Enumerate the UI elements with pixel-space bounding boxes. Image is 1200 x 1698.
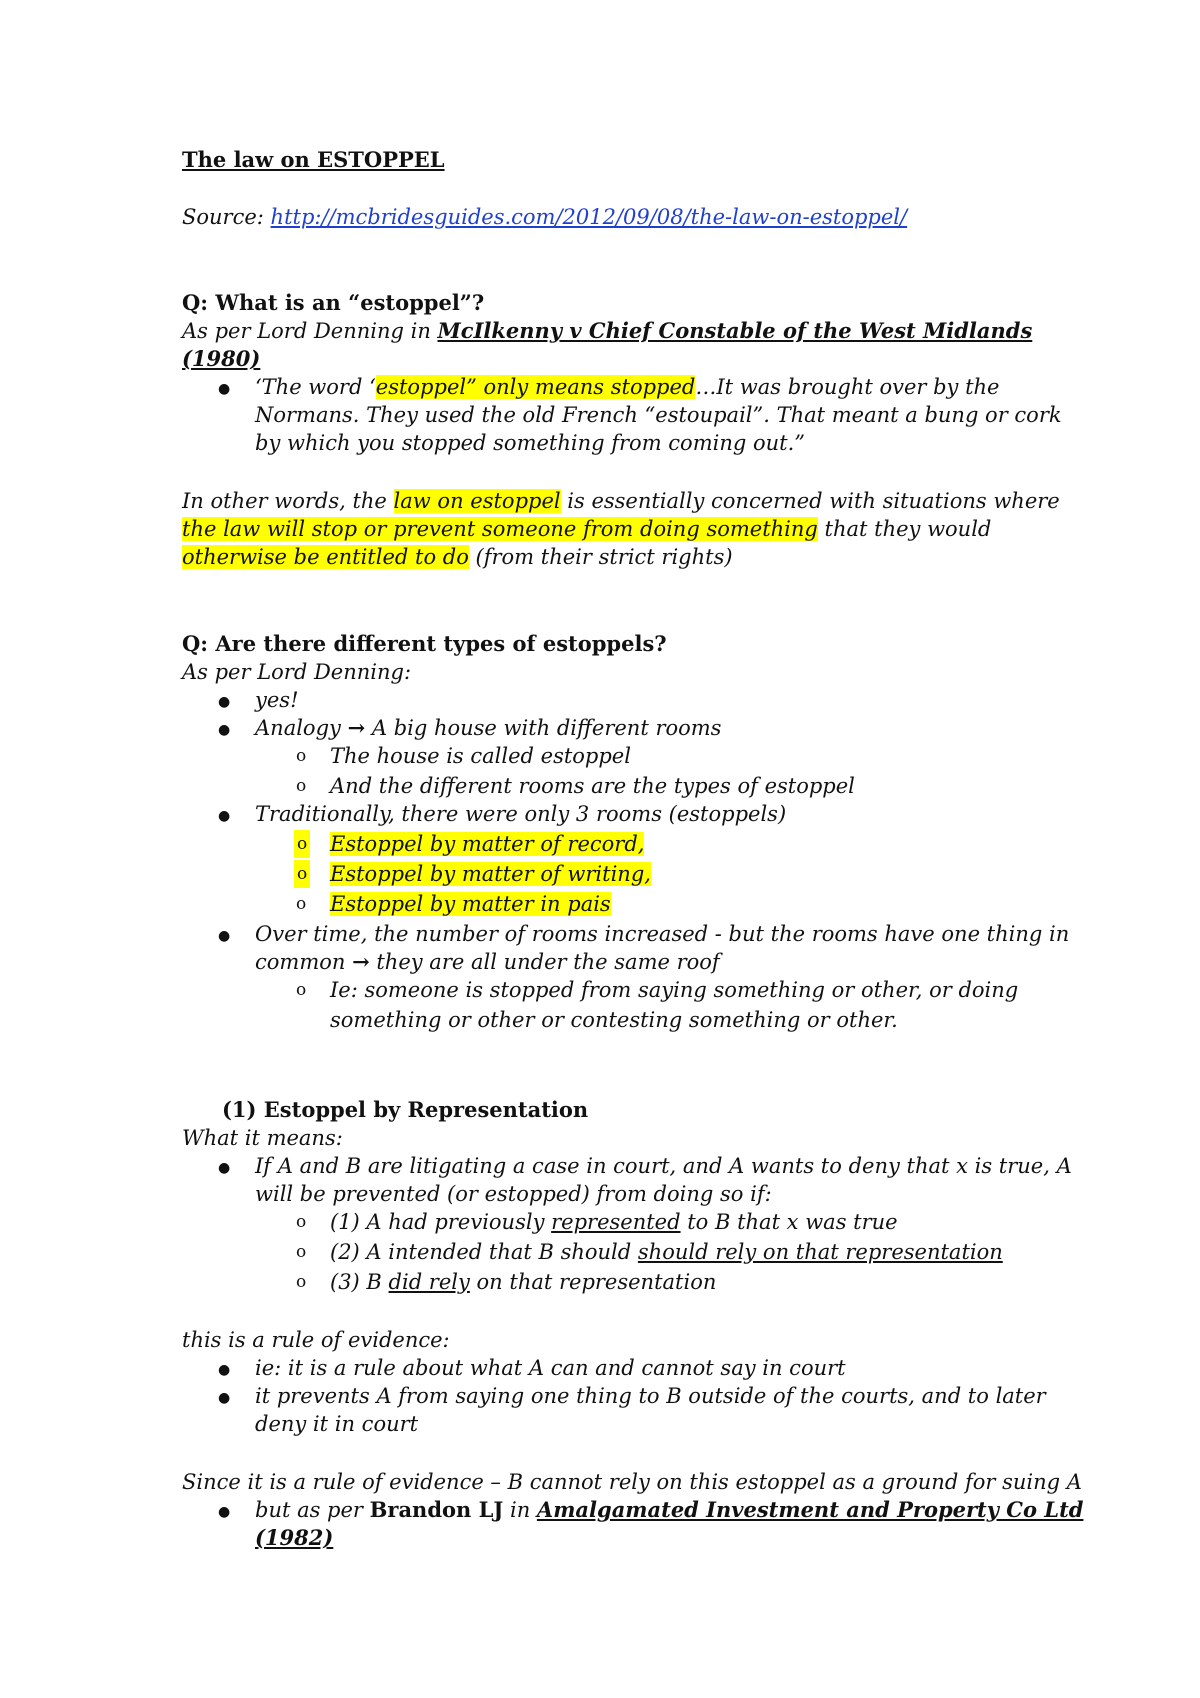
bullet-icon: ● (218, 1504, 231, 1520)
paragraph-line-1 (182, 487, 1060, 515)
bullet-icon: ● (218, 1390, 231, 1406)
condition-underline: represented (551, 1210, 681, 1234)
citation-prefix: As per Lord Denning in (182, 319, 438, 343)
quote-open: ‘The word ‘ (255, 375, 376, 399)
room-writing: Estoppel by matter of writing, (330, 862, 651, 886)
quote-line-1 (255, 373, 1000, 401)
rule-line-1: If A and B are litigating a case in court, and A wants to deny that x is true, A (255, 1154, 1072, 1178)
condition-underline: did rely (388, 1270, 470, 1294)
para-highlight: otherwise be entitled to do (182, 545, 469, 569)
sublist-item-house: The house is called estoppel (330, 744, 631, 768)
condition-2 (330, 1238, 1003, 1266)
list-item-overtime-2 (255, 948, 720, 976)
condition-text: (3) B (330, 1270, 389, 1294)
what-it-means: What it means: (182, 1126, 343, 1150)
source-label: Source: (182, 205, 271, 229)
list-item-traditionally: Traditionally, there were only 3 rooms (estoppels) (255, 802, 787, 826)
arrow-right-icon: → (347, 715, 366, 740)
judge-name: Brandon LJ (369, 1497, 504, 1522)
bullet-icon: ● (218, 1160, 231, 1176)
brandon-line (255, 1496, 1083, 1524)
question-types: Q: Are there different types of estoppels? (182, 631, 667, 656)
case-year-1982: (1982) (255, 1525, 334, 1550)
evidence-item-2-line-1: it prevents A from saying one thing to B outside of the courts, and to later (255, 1384, 1046, 1408)
condition-underline: should rely on that representation (637, 1240, 1003, 1264)
list-item-yes: yes! (255, 688, 299, 712)
condition-text: on that representation (469, 1270, 717, 1294)
para-highlight: law on estoppel (393, 489, 561, 513)
circle-bullet-icon: o (296, 894, 307, 914)
quote-line-2: Normans. They used the old French “estoupail”. That meant a bung or cork (255, 403, 1062, 427)
quote-line-3: by which you stopped something from coming out.” (255, 431, 805, 455)
quote-highlight: estoppel” only means stopped (375, 375, 696, 399)
condition-text: (1) A had previously (330, 1210, 552, 1234)
circle-bullet-icon: o (296, 1242, 307, 1262)
section-heading-representation: (1) Estoppel by Representation (222, 1097, 589, 1122)
document-title: The law on ESTOPPEL (182, 147, 445, 172)
denning-per: As per Lord Denning: (182, 660, 412, 684)
arrow-right-icon: → (352, 949, 370, 974)
para-text: is essentially concerned with situations where (560, 489, 1060, 513)
source-line (182, 203, 907, 231)
rule-line-2: will be prevented (or estopped) from doing so if: (255, 1182, 772, 1206)
circle-bullet-icon: o (296, 746, 307, 766)
para-text: that they would (817, 517, 992, 541)
para-text: (from their strict rights) (468, 545, 733, 569)
analogy-text: A big house with different rooms (365, 716, 722, 740)
condition-text: to B that x was true (680, 1210, 898, 1234)
bullet-icon: ● (218, 694, 231, 710)
bullet-icon: ● (218, 808, 231, 824)
circle-bullet-icon: o (296, 776, 307, 796)
since-line: Since it is a rule of evidence – B cannot rely on this estoppel as a ground for suing A (182, 1470, 1082, 1494)
circle-bullet-icon: o (296, 980, 307, 1000)
para-text: In other words, the (182, 489, 394, 513)
overtime-text: they are all under the same roof (369, 950, 720, 974)
evidence-item-2-line-2: deny it in court (255, 1412, 419, 1436)
rule-of-evidence: this is a rule of evidence: (182, 1328, 450, 1352)
sublist-item-rooms: And the different rooms are the types of estoppel (330, 774, 855, 798)
analogy-label: Analogy (255, 716, 348, 740)
brandon-text: but as per (255, 1498, 370, 1522)
bullet-icon: ● (218, 722, 231, 738)
circle-bullet-icon: o (294, 860, 310, 888)
paragraph-line-2 (182, 515, 991, 543)
condition-3 (330, 1268, 716, 1296)
paragraph-line-3 (182, 543, 733, 571)
source-link[interactable]: http://mcbridesguides.com/2012/09/08/the-law-on-estoppel/ (270, 205, 908, 229)
room-in-pais: Estoppel by matter in pais (330, 892, 611, 916)
room-record: Estoppel by matter of record, (330, 832, 645, 856)
bullet-icon: ● (218, 928, 231, 944)
condition-1 (330, 1208, 898, 1236)
evidence-item-1: ie: it is a rule about what A can and cannot say in court (255, 1356, 846, 1380)
list-item-analogy (255, 714, 721, 742)
brandon-text: in (503, 1498, 537, 1522)
quote-rest: …It was brought over by the (695, 375, 1000, 399)
sublist-item-ie-2: something or other or contesting something or other. (330, 1008, 898, 1032)
circle-bullet-icon: o (294, 830, 310, 858)
condition-text: (2) A intended that B should (330, 1240, 638, 1264)
list-item-overtime-1: Over time, the number of rooms increased - but the rooms have one thing in (255, 922, 1070, 946)
case-name-amalgamated: Amalgamated Investment and Property Co Ltd (536, 1497, 1084, 1522)
overtime-text: common (255, 950, 353, 974)
circle-bullet-icon: o (296, 1212, 307, 1232)
case-name: McIlkenny v Chief Constable of the West Midlands (437, 318, 1033, 343)
case-year: (1980) (182, 346, 261, 371)
question-what-is-estoppel: Q: What is an “estoppel”? (182, 290, 485, 315)
bullet-icon: ● (218, 381, 231, 397)
bullet-icon: ● (218, 1362, 231, 1378)
circle-bullet-icon: o (296, 1272, 307, 1292)
denning-citation (182, 317, 1032, 345)
para-highlight: the law will stop or prevent someone from doing something (182, 517, 818, 541)
sublist-item-ie-1: Ie: someone is stopped from saying something or other, or doing (330, 978, 1019, 1002)
